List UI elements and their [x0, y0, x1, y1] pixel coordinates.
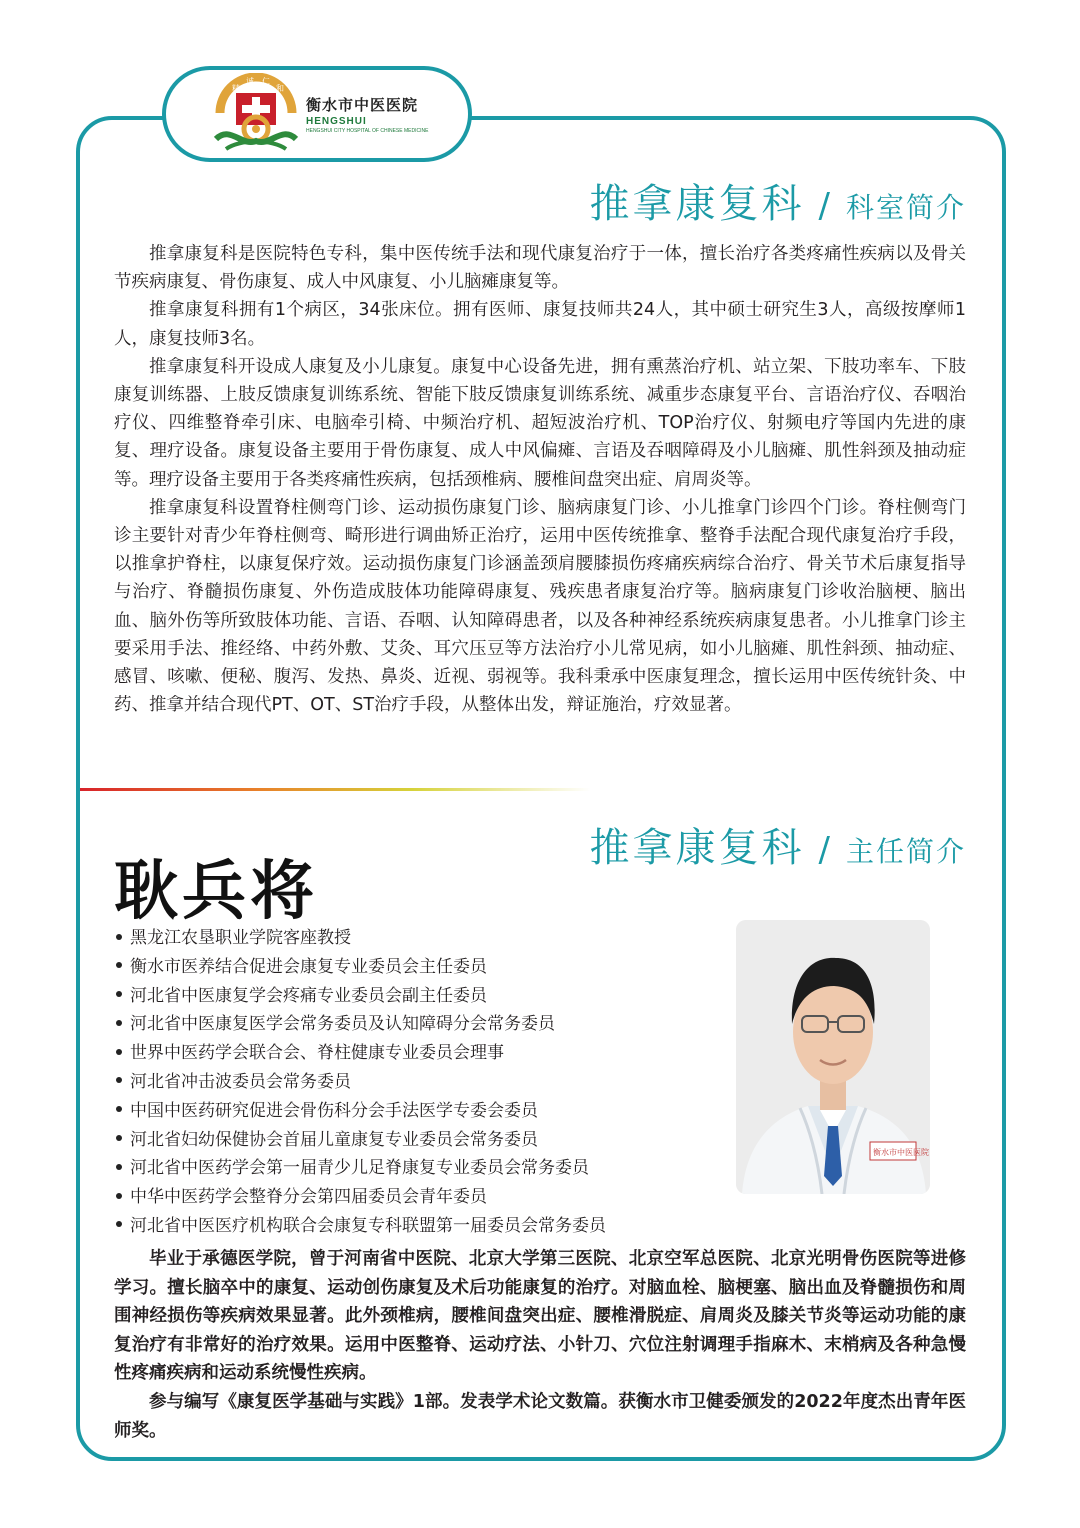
- title-text: 河北省中医医疗机构联合会康复专科联盟第一届委员会常务委员: [130, 1215, 606, 1236]
- director-section-heading: 推拿康复科: [589, 825, 805, 871]
- title-text: 河北省中医康复学会疼痛专业委员会副主任委员: [130, 985, 487, 1006]
- title-text: 河北省冲击波委员会常务委员: [130, 1071, 351, 1092]
- title-text: 黑龙江农垦职业学院客座教授: [130, 928, 351, 948]
- dept-paragraph: 推拿康复科开设成人康复及小儿康复。康复中心设备先进，拥有熏蒸治疗机、站立架、下肢功率车、下肢康复训练器、上肢反馈康复训练系统、智能下肢反馈康复训练系统、减重步态康复平台、言语治疗仪、吞咽治疗仪、四维整脊牵引床、电脑牵引椅、中频治疗机、超短波治疗机、TOP治疗仪、射频电疗等国内先进的康复、理疗设备。康复设备主要用于骨伤康复、成人中风偏瘫、言语及吞咽障碍及小儿脑瘫、肌性斜颈及抽动症等。理疗设备主要用于各类疼痛性疾病，包括颈椎病、腰椎间盘突出症、肩周炎等。: [114, 356, 966, 490]
- hospital-logo-tab: [162, 66, 472, 162]
- dept-title: 推拿康复科: [589, 181, 805, 227]
- bio-paragraph: 毕业于承德医学院，曾于河南省中医院、北京大学第三医院、北京空军总医院、北京光明骨伤医院等进修学习。擅长脑卒中的康复、运动创伤康复及术后功能康复的治疗。对脑血栓、脑梗塞、脑出血及脊髓损伤和周围神经损伤等疾病效果显著。此外颈椎病，腰椎间盘突出症、腰椎滑脱症、肩周炎及膝关节炎等运动功能的康复治疗有非常好的治疗效果。运用中医整脊、运动疗法、小针刀、穴位注射调理手指麻木、末梢病及各种急慢性疼痛疾病和运动系统慢性疾病。: [114, 1249, 966, 1384]
- bullet-icon: [116, 1106, 122, 1112]
- dept-paragraph: 推拿康复科是医院特色专科，集中医传统手法和现代康复治疗于一体，擅长治疗各类疼痛性疾病以及骨关节疾病康复、骨伤康复、成人中风康复、小儿脑瘫康复等。: [114, 244, 966, 293]
- title-item: [114, 1068, 606, 1097]
- section-divider: [80, 788, 590, 791]
- dept-introduction: [114, 240, 966, 719]
- title-text: 中国中医药研究促进会骨伤科分会手法医学专委会委员: [130, 1100, 538, 1121]
- bullet-icon: [116, 991, 122, 997]
- director-titles-list: [114, 924, 606, 1241]
- title-item: [114, 924, 606, 953]
- hospital-emblem-icon: [210, 73, 302, 155]
- bullet-icon: [116, 1020, 122, 1026]
- title-item: [114, 1039, 606, 1068]
- bullet-icon: [116, 1135, 122, 1141]
- title-text: 世界中医药学会联合会、脊柱健康专业委员会理事: [130, 1043, 504, 1064]
- title-item: [114, 1154, 606, 1183]
- title-item: [114, 1212, 606, 1241]
- title-item: [114, 953, 606, 982]
- director-name: 耿兵将: [114, 855, 318, 929]
- dept-title-separator: /: [818, 186, 830, 226]
- title-text: 衡水市医养结合促进会康复专业委员会主任委员: [130, 956, 487, 977]
- director-section-title: [590, 816, 966, 873]
- hospital-name-cn: 衡水市中医医院: [306, 96, 419, 114]
- title-item: [114, 1126, 606, 1155]
- title-item: [114, 982, 606, 1011]
- svg-text:仁: 仁: [262, 77, 270, 86]
- title-item: [114, 1183, 606, 1212]
- dept-section-title: [590, 172, 966, 229]
- title-text: 河北省中医药学会第一届青少儿足脊康复专业委员会常务委员: [130, 1158, 589, 1179]
- bullet-icon: [116, 1164, 122, 1170]
- bullet-icon: [116, 962, 122, 968]
- dept-subtitle: 科室简介: [845, 191, 966, 224]
- bio-paragraph: 参与编写《康复医学基础与实践》1部。发表学术论文数篇。获衡水市卫健委颁发的2022年度杰出青年医师奖。: [114, 1391, 966, 1441]
- title-text: 河北省妇幼保健协会首届儿童康复专业委员会常务委员: [130, 1129, 538, 1150]
- dept-paragraph: 推拿康复科拥有1个病区，34张床位。拥有医师、康复技师共24人，其中硕士研究生3人，高级按摩师1人，康复技师3名。: [114, 300, 966, 349]
- director-title-separator: /: [818, 830, 830, 870]
- svg-text:精: 精: [232, 84, 240, 93]
- photo-badge-text: 衡水市中医医院: [873, 1148, 929, 1157]
- svg-text:和: 和: [276, 84, 284, 93]
- title-item: [114, 1097, 606, 1126]
- title-text: 中华中医药学会整脊分会第四届委员会青年委员: [130, 1187, 487, 1208]
- director-section-subtitle: 主任简介: [845, 835, 966, 868]
- bullet-icon: [116, 1193, 122, 1199]
- hospital-name-en-sub: HENGSHUI CITY HOSPITAL OF CHINESE MEDICINE: [306, 128, 429, 134]
- dept-paragraph: 推拿康复科设置脊柱侧弯门诊、运动损伤康复门诊、脑病康复门诊、小儿推拿门诊四个门诊。脊柱侧弯门诊主要针对青少年脊柱侧弯、畸形进行调曲矫正治疗，运用中医传统推拿、整脊手法配合现代康复治疗手段，以推拿护脊柱，以康复保疗效。运动损伤康复门诊涵盖颈肩腰膝损伤疼痛疾病综合治疗、骨关节术后康复指导与治疗、脊髓损伤康复、外伤造成肢体功能障碍康复、残疾患者康复治疗等。脑病康复门诊收治脑梗、脑出血、脑外伤等所致肢体功能、言语、吞咽、认知障碍患者，以及各种神经系统疾病康复患者。小儿推拿门诊主要采用手法、推经络、中药外敷、艾灸、耳穴压豆等方法治疗小儿常见病，如小儿脑瘫、肌性斜颈、抽动症、感冒、咳嗽、便秘、腹泻、发热、鼻炎、近视、弱视等。我科秉承中医康复理念，擅长运用中医传统针灸、中药、推拿并结合现代PT、OT、ST治疗手段，从整体出发，辩证施治，疗效显著。: [114, 497, 966, 716]
- director-photo: [736, 920, 930, 1194]
- bullet-icon: [116, 1049, 122, 1055]
- title-item: [114, 1010, 606, 1039]
- bullet-icon: [116, 934, 122, 940]
- svg-text:诚: 诚: [246, 77, 254, 86]
- title-text: 河北省中医康复医学会常务委员及认知障碍分会常务委员: [130, 1014, 555, 1035]
- bullet-icon: [116, 1221, 122, 1227]
- doctor-portrait-icon: [736, 920, 930, 1194]
- bullet-icon: [116, 1077, 122, 1083]
- director-biography: [114, 1245, 966, 1445]
- hospital-name-en: HENGSHUI: [306, 116, 367, 127]
